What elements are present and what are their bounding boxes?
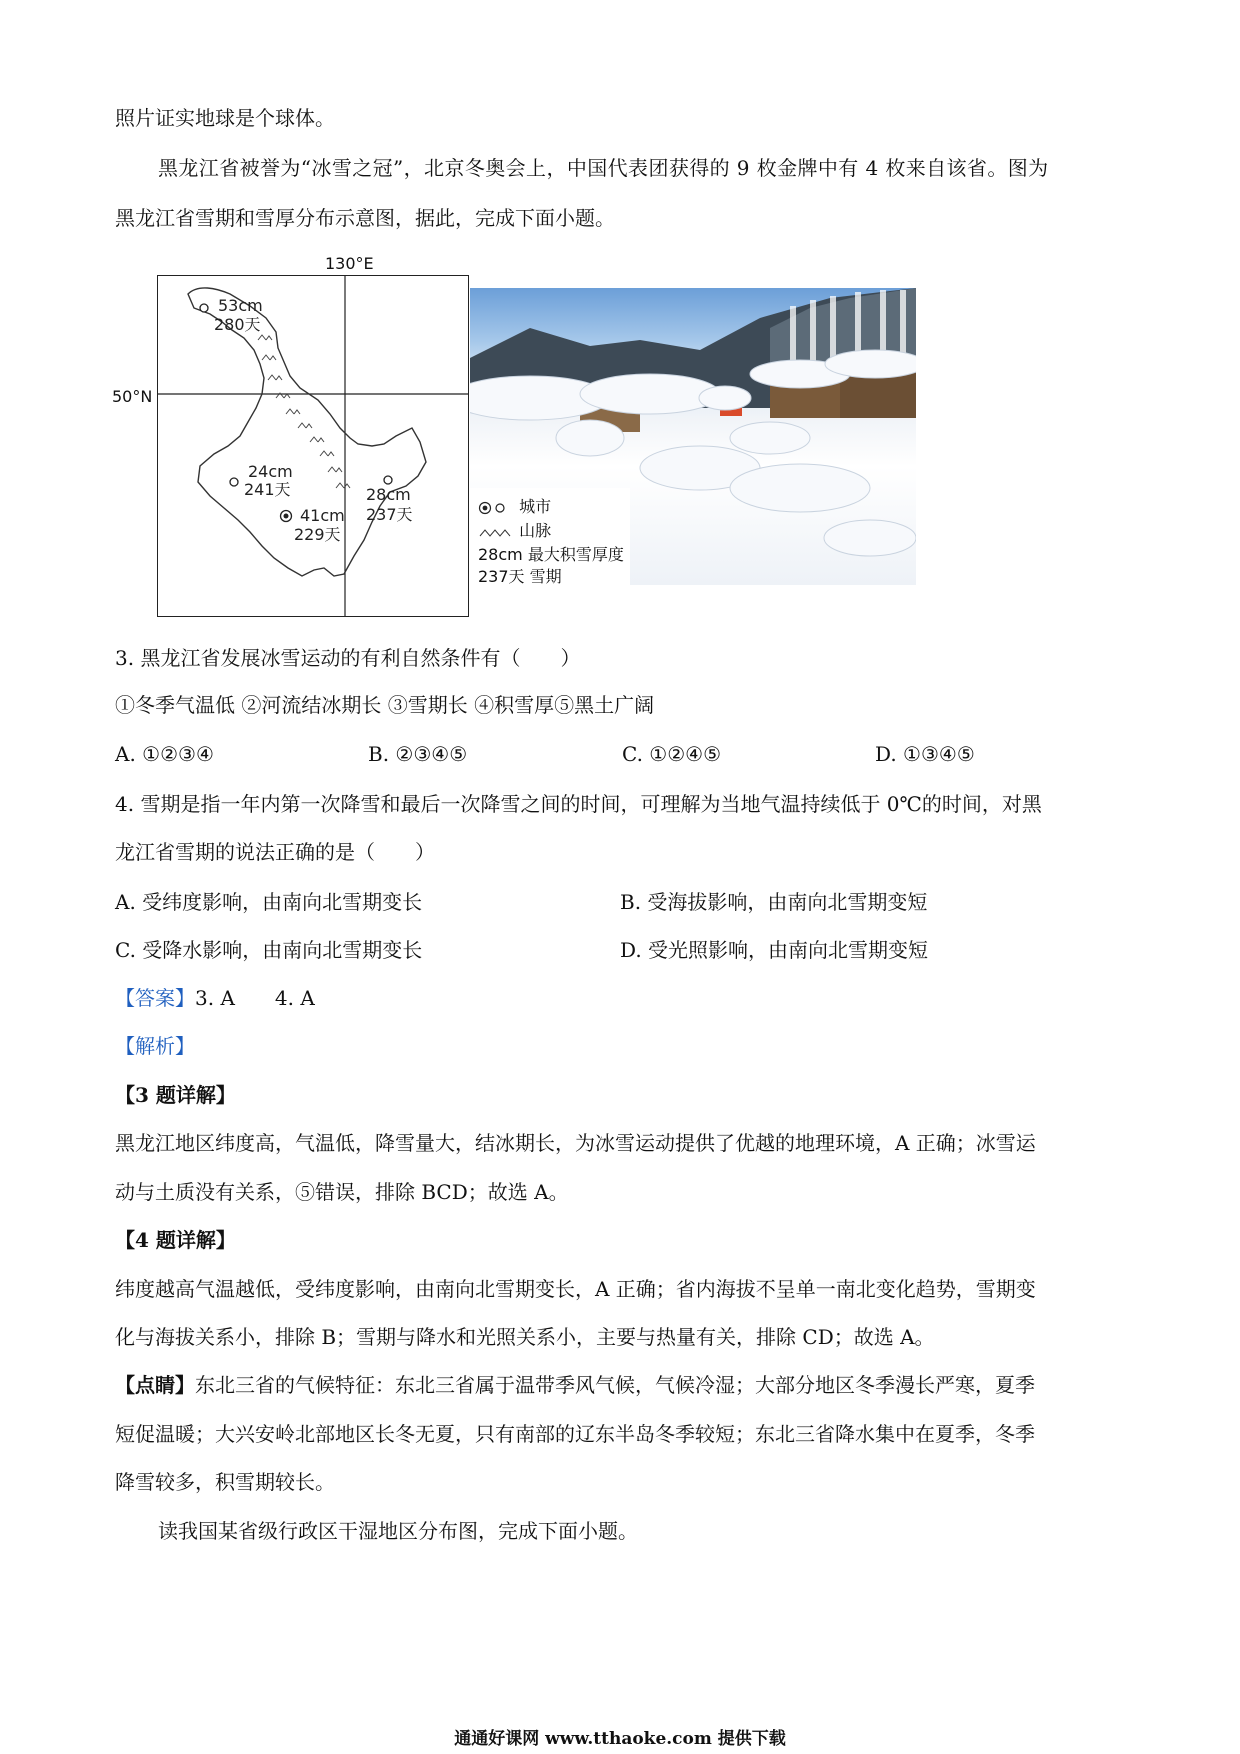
- point-2-days: 241天: [244, 480, 291, 499]
- legend-days: [478, 564, 562, 587]
- tip-line-1: [115, 1375, 1035, 1395]
- city-icon: [230, 478, 238, 486]
- q3-conditions: ①冬季气温低 ②河流结冰期长 ③雪期长 ④积雪厚⑤黑土广阔: [115, 693, 655, 717]
- point-1-days: 280天: [214, 315, 261, 334]
- latitude-label: 50°N: [112, 387, 153, 406]
- q4-stem-line-1: 4. 雪期是指一年内第一次降雪和最后一次降雪之间的时间，可理解为当地气温持续低于 0℃的时间，对黑: [115, 792, 1042, 816]
- city-legend-icon: [478, 500, 514, 516]
- point-1-depth: 53cm: [218, 296, 263, 315]
- q4-stem-line-2: 龙江省雪期的说法正确的是（ ）: [115, 840, 435, 864]
- q3-option-b: B. ②③④⑤: [368, 742, 468, 766]
- intro-line: 照片证实地球是个球体。: [115, 106, 335, 130]
- q3-option-d: D. ①③④⑤: [875, 742, 975, 766]
- tip-line-3: 降雪较多，积雪期较长。: [115, 1470, 335, 1494]
- answer-line: [115, 988, 315, 1008]
- point-2-depth: 24cm: [248, 462, 293, 481]
- tip-text-1: 东北三省的气候特征：东北三省属于温带季风气候，气候冷湿；大部分地区冬季漫长严寒，夏季: [195, 1373, 1035, 1397]
- point-3-depth: 41cm: [300, 506, 345, 525]
- answer-tag: 【答案】: [115, 986, 195, 1010]
- legend-depth-example: 28cm: [478, 545, 523, 564]
- q3-option-c: C. ①②④⑤: [622, 742, 722, 766]
- legend-days-example: 237天: [478, 567, 525, 586]
- tip-tag: 【点睛】: [115, 1373, 195, 1397]
- page-footer: 通通好课网 www.tthaoke.com 提供下载: [454, 1729, 786, 1749]
- detail4-line-1: 纬度越高气温越低，受纬度影响，由南向北雪期变长，A 正确；省内海拔不呈单一南北变化趋势，雪期变: [115, 1277, 1036, 1301]
- map-legend: [470, 488, 630, 585]
- legend-mountain: [478, 518, 551, 541]
- point-3-days: 229天: [294, 525, 341, 544]
- point-4-depth: 28cm: [366, 485, 411, 504]
- q4-option-a: A. 受纬度影响，由南向北雪期变长: [115, 890, 423, 914]
- q3-stem: 3. 黑龙江省发展冰雪运动的有利自然条件有（ ）: [115, 646, 581, 670]
- q3-option-a: A. ①②③④: [115, 742, 214, 766]
- q4-option-d: D. 受光照影响，由南向北雪期变短: [620, 938, 929, 962]
- detail3-line-1: 黑龙江地区纬度高，气温低，降雪量大，结冰期长，为冰雪运动提供了优越的地理环境，A 正确；冰雪运: [115, 1131, 1036, 1155]
- city-icon: [384, 476, 392, 484]
- legend-mountain-label: 山脉: [519, 521, 552, 540]
- analysis-tag: 【解析】: [115, 1034, 195, 1058]
- map-figure: [158, 276, 468, 616]
- next-stem: 读我国某省级行政区干湿地区分布图，完成下面小题。: [158, 1519, 638, 1543]
- mountain-legend-icon: [478, 524, 514, 540]
- answer-text: 3. A 4. A: [195, 986, 315, 1010]
- detail4-line-2: 化与海拔关系小，排除 B；雪期与降水和光照关系小，主要与热量有关，排除 CD；故选 A。: [115, 1325, 935, 1349]
- stem-line-1: 黑龙江省被誉为“冰雪之冠”，北京冬奥会上，中国代表团获得的 9 枚金牌中有 4 枚来自该省。图为: [158, 156, 1049, 180]
- legend-depth-meaning: 最大积雪厚度: [527, 545, 624, 564]
- tip-line-2: 短促温暖；大兴安岭北部地区长冬无夏，只有南部的辽东半岛冬季较短；东北三省降水集中在夏季，冬季: [115, 1422, 1035, 1446]
- legend-city: [478, 494, 551, 517]
- city-icon: [200, 304, 208, 312]
- longitude-label: 130°E: [325, 254, 374, 273]
- q4-option-b: B. 受海拔影响，由南向北雪期变短: [620, 890, 928, 914]
- legend-city-label: 城市: [519, 497, 552, 516]
- q4-option-c: C. 受降水影响，由南向北雪期变长: [115, 938, 423, 962]
- legend-depth: [478, 542, 624, 565]
- legend-days-meaning: 雪期: [529, 567, 562, 586]
- detail3-heading: 【3 题详解】: [115, 1083, 236, 1107]
- detail3-line-2: 动与土质没有关系，⑤错误，排除 BCD；故选 A。: [115, 1180, 569, 1204]
- capital-dot-icon: [284, 514, 289, 519]
- stem-line-2: 黑龙江省雪期和雪厚分布示意图，据此，完成下面小题。: [115, 206, 615, 230]
- snow-map: [157, 275, 469, 617]
- detail4-heading: 【4 题详解】: [115, 1228, 236, 1252]
- point-4-days: 237天: [366, 505, 413, 524]
